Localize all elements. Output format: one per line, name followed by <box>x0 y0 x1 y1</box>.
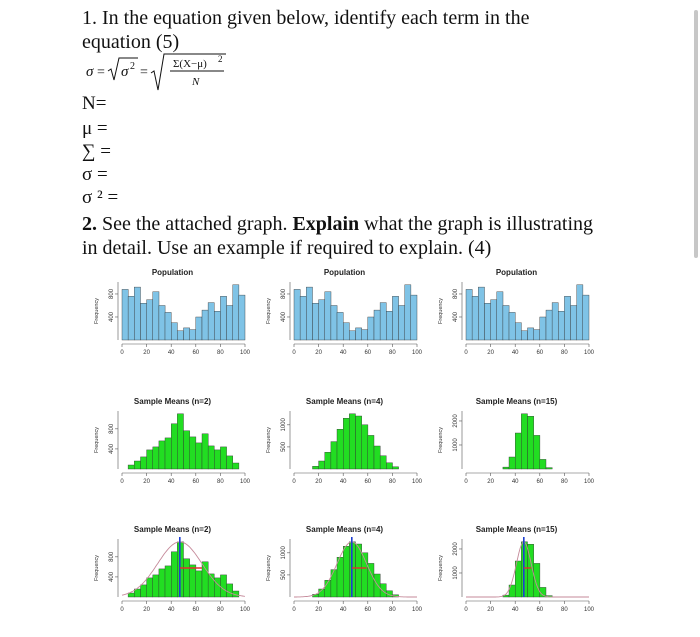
y-axis-label: Frequency <box>438 427 444 453</box>
y-tick-label: 800 <box>453 288 459 299</box>
histogram-bar <box>141 303 147 340</box>
histogram-bar <box>362 330 368 340</box>
histogram-bar <box>233 463 239 469</box>
x-tick-label: 100 <box>239 607 251 613</box>
histogram-bar <box>177 414 183 469</box>
x-tick-label: 60 <box>364 350 372 356</box>
x-tick-label: 40 <box>511 479 519 485</box>
histogram-bar <box>319 300 325 340</box>
x-tick-label: 0 <box>292 607 296 613</box>
x-tick-label: 100 <box>411 607 423 613</box>
formula-sigma-squared: σ <box>121 64 129 80</box>
histogram-bar <box>294 289 300 340</box>
histogram-bar <box>349 414 355 469</box>
chart-title: Population <box>495 268 538 277</box>
x-tick-label: 80 <box>561 350 568 356</box>
histogram-bar <box>214 450 220 469</box>
histogram-bar <box>134 461 140 469</box>
histogram-bar <box>196 571 202 597</box>
histogram-bar <box>214 311 220 340</box>
formula-exponent-1: 2 <box>130 61 135 72</box>
histogram-bar <box>546 310 552 340</box>
histogram-bar <box>491 300 497 340</box>
question-2-bold-word: Explain <box>292 213 360 235</box>
histogram-bar <box>509 457 515 469</box>
histogram-bar <box>509 312 515 340</box>
histogram-bar <box>171 323 177 340</box>
x-tick-label: 100 <box>411 350 423 356</box>
histogram-bar <box>577 285 583 340</box>
histogram-bar <box>159 569 165 597</box>
histogram-bar <box>220 296 226 340</box>
chart-svg <box>434 525 599 635</box>
x-tick-label: 40 <box>167 607 175 613</box>
x-tick-label: 100 <box>411 479 423 485</box>
x-tick-label: 40 <box>167 479 175 485</box>
x-tick-label: 40 <box>511 350 519 356</box>
question-1-line-2: equation (5) <box>82 31 180 53</box>
question-2-text-a: See the attached graph. <box>97 213 293 235</box>
scrollbar-thumb[interactable] <box>694 10 698 258</box>
histogram-bar <box>134 287 140 340</box>
chart-panel-population-1 <box>90 268 255 378</box>
chart-panel-sample-n2 <box>90 397 255 507</box>
histogram-bar <box>405 285 411 340</box>
histogram-bar <box>515 433 521 469</box>
histogram-bar <box>343 546 349 597</box>
chart-panel-population-3 <box>434 268 599 378</box>
y-axis-label: Frequency <box>94 427 100 453</box>
histogram-bar <box>184 559 190 597</box>
histogram-bar <box>153 447 159 469</box>
term-mu: μ = <box>82 118 108 139</box>
x-tick-label: 60 <box>536 479 544 485</box>
x-tick-label: 20 <box>143 479 150 485</box>
histogram-bar <box>313 303 319 340</box>
x-tick-label: 40 <box>339 607 347 613</box>
histogram-bar <box>540 459 546 469</box>
y-axis-label: Frequency <box>266 555 272 581</box>
histogram-bar <box>196 317 202 340</box>
histogram-bar <box>472 296 478 340</box>
chart-panel-sample-n15-fit <box>434 525 599 635</box>
histogram-bar <box>220 575 226 597</box>
histogram-bar <box>343 418 349 469</box>
histogram-bar <box>177 331 183 340</box>
histogram-bar <box>214 578 220 597</box>
y-axis-label: Frequency <box>438 298 444 324</box>
histogram-bar <box>165 312 171 340</box>
chart-svg <box>434 268 599 378</box>
y-tick-label: 400 <box>109 571 115 582</box>
histogram-bar <box>122 289 128 340</box>
formula-equals-2: = <box>140 65 148 80</box>
y-tick-label: 1000 <box>281 418 287 432</box>
histogram-bar <box>202 562 208 597</box>
x-tick-label: 20 <box>315 607 322 613</box>
chart-svg <box>90 397 255 507</box>
histogram-bar <box>171 424 177 469</box>
y-tick-label: 1000 <box>453 438 459 452</box>
histogram-bar <box>331 442 337 469</box>
x-tick-label: 80 <box>389 607 396 613</box>
histogram-bar <box>374 310 380 340</box>
histogram-bar <box>392 467 398 469</box>
histogram-bar <box>521 414 527 469</box>
chart-title: Sample Means (n=2) <box>133 525 212 534</box>
histogram-bar <box>583 295 589 340</box>
histogram-bar <box>159 306 165 341</box>
histogram-bar <box>239 295 245 340</box>
histogram-bar <box>368 317 374 340</box>
x-tick-label: 20 <box>143 607 150 613</box>
x-tick-label: 100 <box>239 479 251 485</box>
histogram-bar <box>325 452 331 469</box>
y-tick-label: 800 <box>109 423 115 434</box>
histogram-bar <box>141 585 147 597</box>
standard-deviation-formula <box>86 52 246 94</box>
scrollbar-track[interactable] <box>692 0 700 637</box>
histogram-bar <box>208 303 214 340</box>
chart-svg <box>90 268 255 378</box>
histogram-bar <box>534 563 540 597</box>
y-axis-label: Frequency <box>94 555 100 581</box>
chart-svg <box>90 525 255 635</box>
x-tick-label: 0 <box>292 350 296 356</box>
x-tick-label: 100 <box>583 479 595 485</box>
histogram-bar <box>128 296 134 340</box>
histogram-bar <box>313 466 319 469</box>
histogram-bar <box>128 465 134 469</box>
x-tick-label: 0 <box>120 607 124 613</box>
histogram-bar <box>147 450 153 469</box>
histogram-bar <box>546 468 552 469</box>
chart-title: Sample Means (n=15) <box>475 397 558 406</box>
x-tick-label: 20 <box>487 350 494 356</box>
histogram-bar <box>337 312 343 340</box>
histogram-bar <box>159 441 165 469</box>
x-tick-label: 60 <box>364 607 372 613</box>
histogram-bar <box>196 443 202 469</box>
x-tick-label: 60 <box>192 350 200 356</box>
histogram-bar <box>411 295 417 340</box>
histogram-bar <box>319 461 325 469</box>
x-tick-label: 80 <box>389 350 396 356</box>
histogram-bar <box>356 328 362 340</box>
histogram-bar <box>300 296 306 340</box>
histogram-bar <box>171 552 177 597</box>
histogram-bar <box>466 289 472 340</box>
histogram-bar <box>374 446 380 469</box>
histogram-bar <box>190 330 196 340</box>
x-tick-label: 20 <box>487 607 494 613</box>
y-tick-label: 800 <box>281 288 287 299</box>
question-2-line-1 <box>82 212 593 236</box>
histogram-bar <box>552 303 558 340</box>
x-tick-label: 20 <box>315 350 322 356</box>
x-tick-label: 80 <box>561 479 568 485</box>
chart-panel-sample-n15 <box>434 397 599 507</box>
histogram-bar <box>485 303 491 340</box>
histogram-bar <box>227 584 233 597</box>
chart-title: Sample Means (n=2) <box>133 397 212 406</box>
histogram-bar <box>521 331 527 340</box>
histogram-bar <box>386 463 392 469</box>
histogram-bar <box>337 557 343 597</box>
histogram-bar <box>374 574 380 597</box>
formula-denominator: N <box>192 76 200 88</box>
histogram-bar <box>564 296 570 340</box>
formula-exponent-2: 2 <box>218 54 223 64</box>
y-tick-label: 800 <box>109 288 115 299</box>
x-tick-label: 40 <box>339 479 347 485</box>
histogram-bar <box>202 310 208 340</box>
histogram-bar <box>208 446 214 469</box>
histogram-bar <box>306 287 312 340</box>
formula-sigma: σ <box>86 64 94 80</box>
histogram-bar <box>233 285 239 340</box>
y-axis-label: Frequency <box>94 298 100 324</box>
histogram-bar <box>558 311 564 340</box>
y-tick-label: 1000 <box>453 566 459 580</box>
histogram-bar <box>147 300 153 340</box>
x-tick-label: 60 <box>192 607 200 613</box>
histogram-bar <box>331 570 337 597</box>
histogram-bar <box>220 447 226 469</box>
chart-panel-population-2 <box>262 268 427 378</box>
chart-title: Sample Means (n=4) <box>305 525 384 534</box>
y-tick-label: 2000 <box>453 414 459 428</box>
chart-title: Sample Means (n=4) <box>305 397 384 406</box>
y-tick-label: 500 <box>281 569 287 580</box>
histogram-bar <box>380 456 386 469</box>
chart-svg <box>262 525 427 635</box>
formula-equals-1: = <box>97 65 105 80</box>
histogram-bar <box>528 416 534 469</box>
histogram-bar <box>362 425 368 469</box>
histogram-bar <box>392 296 398 340</box>
y-axis-label: Frequency <box>266 427 272 453</box>
histogram-bar <box>399 306 405 341</box>
histogram-bar <box>128 593 134 597</box>
x-tick-label: 40 <box>511 607 519 613</box>
histogram-bar <box>337 429 343 469</box>
x-tick-label: 0 <box>464 479 468 485</box>
histogram-bar <box>497 292 503 340</box>
x-tick-label: 60 <box>364 479 372 485</box>
x-tick-label: 100 <box>583 607 595 613</box>
histogram-bar <box>540 317 546 340</box>
histogram-bar <box>349 331 355 340</box>
histogram-bar <box>202 434 208 469</box>
chart-svg <box>262 268 427 378</box>
x-tick-label: 20 <box>487 479 494 485</box>
histogram-bar <box>380 303 386 340</box>
histogram-bar <box>343 323 349 340</box>
histogram-bar <box>190 565 196 597</box>
x-tick-label: 0 <box>292 479 296 485</box>
histogram-bar <box>141 457 147 469</box>
histogram-bar <box>227 456 233 469</box>
x-tick-label: 60 <box>536 350 544 356</box>
histogram-bar <box>227 306 233 341</box>
histogram-bar <box>165 438 171 469</box>
formula-numerator: Σ(X−μ) <box>173 58 207 70</box>
x-tick-label: 60 <box>192 479 200 485</box>
y-axis-label: Frequency <box>438 555 444 581</box>
histogram-bar <box>571 306 577 341</box>
histogram-bar <box>515 323 521 340</box>
histogram-bar <box>534 330 540 340</box>
y-tick-label: 400 <box>109 311 115 322</box>
x-tick-label: 60 <box>536 607 544 613</box>
chart-svg <box>262 397 427 507</box>
x-tick-label: 40 <box>339 350 347 356</box>
x-tick-label: 0 <box>120 479 124 485</box>
x-tick-label: 0 <box>464 607 468 613</box>
chart-panel-sample-n4-fit <box>262 525 427 635</box>
histogram-bar <box>184 431 190 469</box>
histogram-bar <box>153 292 159 340</box>
histogram-bar <box>356 416 362 469</box>
y-tick-label: 2000 <box>453 542 459 556</box>
x-tick-label: 20 <box>315 479 322 485</box>
histogram-bar <box>165 566 171 597</box>
y-tick-label: 800 <box>109 551 115 562</box>
histogram-bar <box>534 435 540 469</box>
x-tick-label: 100 <box>583 350 595 356</box>
x-tick-label: 100 <box>239 350 251 356</box>
histogram-bar <box>386 311 392 340</box>
histogram-bar <box>368 435 374 469</box>
histogram-bar <box>503 306 509 341</box>
y-axis-label: Frequency <box>266 298 272 324</box>
y-tick-label: 500 <box>281 441 287 452</box>
histogram-bar <box>184 328 190 340</box>
term-sigma: σ = <box>82 164 108 185</box>
chart-title: Sample Means (n=15) <box>475 525 558 534</box>
histogram-bar <box>540 587 546 597</box>
term-sum: ∑ = <box>82 141 112 162</box>
question-2-line-2: in detail. Use an example if required to explain. (4) <box>82 237 492 259</box>
x-tick-label: 80 <box>217 607 224 613</box>
histogram-bar <box>153 575 159 597</box>
y-tick-label: 400 <box>109 443 115 454</box>
histogram-bar <box>478 287 484 340</box>
histogram-bar <box>528 328 534 340</box>
histogram-bar <box>503 467 509 469</box>
x-tick-label: 80 <box>217 479 224 485</box>
histogram-bar <box>380 584 386 597</box>
histogram-bar <box>325 292 331 340</box>
term-n: N= <box>82 93 107 114</box>
x-tick-label: 40 <box>167 350 175 356</box>
chart-panel-sample-n4 <box>262 397 427 507</box>
x-tick-label: 80 <box>217 350 224 356</box>
y-tick-label: 400 <box>281 311 287 322</box>
chart-svg <box>434 397 599 507</box>
x-tick-label: 0 <box>120 350 124 356</box>
y-tick-label: 400 <box>453 311 459 322</box>
chart-title: Population <box>323 268 366 277</box>
question-2-text-b: what the graph is illustrating <box>359 213 594 235</box>
histogram-bar <box>147 578 153 597</box>
x-tick-label: 20 <box>143 350 150 356</box>
chart-title: Population <box>151 268 194 277</box>
question-2-number: 2. <box>82 213 97 235</box>
y-tick-label: 1000 <box>281 546 287 560</box>
chart-panel-sample-n2-fit <box>90 525 255 635</box>
term-sigma-squared: σ ² = <box>82 187 119 208</box>
histogram-bar <box>190 437 196 469</box>
question-1-line-1: 1. In the equation given below, identify each term in the <box>82 7 530 29</box>
x-tick-label: 0 <box>464 350 468 356</box>
histogram-bar <box>331 306 337 341</box>
x-tick-label: 80 <box>389 479 396 485</box>
x-tick-label: 80 <box>561 607 568 613</box>
